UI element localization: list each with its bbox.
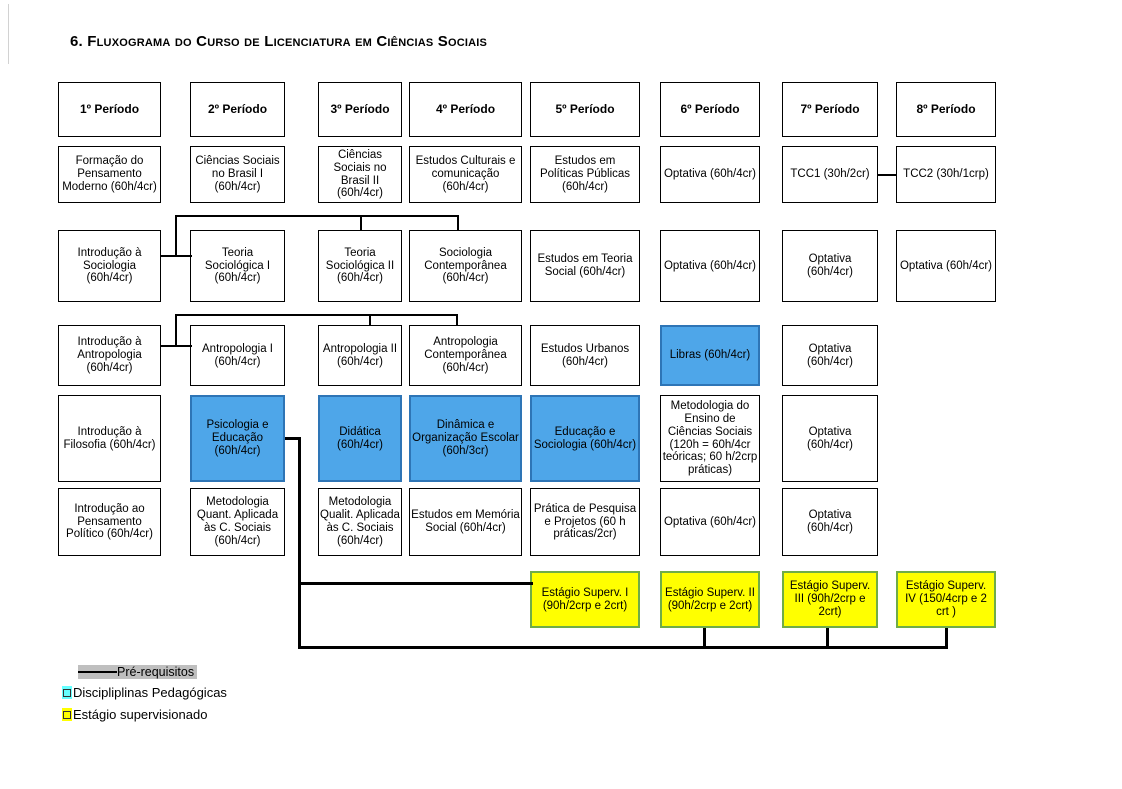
course-optativa-p8-r2: Optativa (60h/4cr) bbox=[896, 230, 996, 302]
prereq-line-antropologia-riser bbox=[175, 314, 177, 347]
legend-pedagogical-label: Discipliplinas Pedagógicas bbox=[73, 685, 227, 700]
course-introducao-pensamento-politico: Introdução ao Pensamento Político (60h/4cr) bbox=[58, 488, 161, 556]
course-formacao-do-pensamento-moderno: Formação do Pensamento Moderno (60h/4cr) bbox=[58, 146, 161, 203]
course-educacao-sociologia: Educação e Sociologia (60h/4cr) bbox=[530, 395, 640, 482]
course-metodologia-qualit: Metodologia Qualit. Aplicada às C. Sociais (60h/4cr) bbox=[318, 488, 402, 556]
legend-prerequisite-line-sample bbox=[78, 671, 117, 673]
course-libras: Libras (60h/4cr) bbox=[660, 325, 760, 386]
course-introducao-filosofia: Introdução à Filosofia (60h/4cr) bbox=[58, 395, 161, 482]
course-optativa-p7-r4: Optativa (60h/4cr) bbox=[782, 395, 878, 482]
course-tcc2: TCC2 (30h/1crp) bbox=[896, 146, 996, 203]
course-pratica-pesquisa-projetos: Prática de Pesquisa e Projetos (60 h práticas/2cr) bbox=[530, 488, 640, 556]
course-sociologia-contemporanea: Sociologia Contemporânea (60h/4cr) bbox=[409, 230, 522, 302]
prereq-line-bottom-rail bbox=[298, 646, 948, 649]
course-estudos-urbanos: Estudos Urbanos (60h/4cr) bbox=[530, 325, 640, 386]
course-metodologia-quant: Metodologia Quant. Aplicada às C. Sociais (60h/4cr) bbox=[190, 488, 285, 556]
prereq-line-drop-teoria2 bbox=[360, 215, 362, 231]
course-metodologia-ensino-ciencias-sociais: Metodologia do Ensino de Ciências Sociais (120h = 60h/4cr teóricas; 60 h/2crp práticas) bbox=[660, 395, 760, 482]
prereq-line-psicologia-downrail bbox=[298, 437, 301, 649]
legend-internship-label: Estágio supervisionado bbox=[73, 707, 208, 722]
course-optativa-p6-r5: Optativa (60h/4cr) bbox=[660, 488, 760, 556]
course-introducao-sociologia: Introdução à Sociologia (60h/4cr) bbox=[58, 230, 161, 302]
course-estudos-teoria-social: Estudos em Teoria Social (60h/4cr) bbox=[530, 230, 640, 302]
course-optativa-p6-r2: Optativa (60h/4cr) bbox=[660, 230, 760, 302]
prereq-line-to-estagio1 bbox=[298, 582, 533, 585]
course-dinamica-organizacao-escolar: Dinâmica e Organização Escolar (60h/3cr) bbox=[409, 395, 522, 482]
legend-internship-swatch bbox=[62, 708, 72, 721]
legend-prerequisites bbox=[78, 665, 197, 679]
course-estudos-politicas-publicas: Estudos em Políticas Públicas (60h/4cr) bbox=[530, 146, 640, 203]
course-antropologia-1: Antropologia I (60h/4cr) bbox=[190, 325, 285, 386]
page-edge-line bbox=[8, 4, 9, 64]
period-header-7: 7º Período bbox=[782, 82, 878, 137]
course-didatica: Didática (60h/4cr) bbox=[318, 395, 402, 482]
course-optativa-p7-r3: Optativa (60h/4cr) bbox=[782, 325, 878, 386]
course-antropologia-contemporanea: Antropologia Contemporânea (60h/4cr) bbox=[409, 325, 522, 386]
legend-internship bbox=[62, 707, 207, 722]
course-introducao-antropologia: Introdução à Antropologia (60h/4cr) bbox=[58, 325, 161, 386]
prereq-line-drop-antro-contemporanea bbox=[456, 314, 458, 326]
prereq-line-sociologia-top-rail bbox=[175, 215, 459, 217]
prereq-line-drop-soc-contemporanea bbox=[457, 215, 459, 231]
prereq-line-up-estagio2 bbox=[703, 628, 706, 648]
course-estagio-superv-4: Estágio Superv. IV (150/4crp e 2 crt ) bbox=[896, 571, 996, 628]
period-header-4: 4º Período bbox=[409, 82, 522, 137]
prereq-line-tcc1-to-tcc2 bbox=[878, 174, 897, 176]
course-estudos-memoria-social: Estudos em Memória Social (60h/4cr) bbox=[409, 488, 522, 556]
period-header-5: 5º Período bbox=[530, 82, 640, 137]
course-tcc1: TCC1 (30h/2cr) bbox=[782, 146, 878, 203]
legend-pedagogical-swatch bbox=[62, 686, 72, 699]
prereq-line-sociologia-riser bbox=[175, 215, 177, 257]
period-header-3: 3º Período bbox=[318, 82, 402, 137]
period-header-1: 1º Período bbox=[58, 82, 161, 137]
course-estudos-culturais-comunicacao: Estudos Culturais e comunicação (60h/4cr) bbox=[409, 146, 522, 203]
period-header-6: 6º Período bbox=[660, 82, 760, 137]
course-ciencias-sociais-brasil-2: Ciências Sociais no Brasil II (60h/4cr) bbox=[318, 146, 402, 203]
course-estagio-superv-2: Estágio Superv. II (90h/2crp e 2crt) bbox=[660, 571, 760, 628]
period-header-2: 2º Período bbox=[190, 82, 285, 137]
course-estagio-superv-1: Estágio Superv. I (90h/2crp e 2crt) bbox=[530, 571, 640, 628]
course-optativa-p7-r5: Optativa (60h/4cr) bbox=[782, 488, 878, 556]
legend-pedagogical bbox=[62, 685, 227, 700]
prereq-line-up-estagio4 bbox=[945, 628, 948, 648]
course-optativa-p6-r1: Optativa (60h/4cr) bbox=[660, 146, 760, 203]
course-teoria-sociologica-2: Teoria Sociológica II (60h/4cr) bbox=[318, 230, 402, 302]
course-antropologia-2: Antropologia II (60h/4cr) bbox=[318, 325, 402, 386]
course-psicologia-educacao: Psicologia e Educação (60h/4cr) bbox=[190, 395, 285, 482]
legend-prerequisites-label: Pré-requisitos bbox=[117, 665, 195, 679]
course-teoria-sociologica-1: Teoria Sociológica I (60h/4cr) bbox=[190, 230, 285, 302]
page-title: 6. Fluxograma do Curso de Licenciatura em Ciências Sociais bbox=[70, 33, 488, 50]
prereq-line-antropologia-top-rail bbox=[175, 314, 458, 316]
period-header-8: 8º Período bbox=[896, 82, 996, 137]
course-ciencias-sociais-brasil-1: Ciências Sociais no Brasil I (60h/4cr) bbox=[190, 146, 285, 203]
course-estagio-superv-3: Estágio Superv. III (90h/2crp e 2crt) bbox=[782, 571, 878, 628]
course-optativa-p7-r2: Optativa (60h/4cr) bbox=[782, 230, 878, 302]
prereq-line-drop-antro2 bbox=[369, 314, 371, 326]
prereq-line-up-estagio3 bbox=[826, 628, 829, 648]
